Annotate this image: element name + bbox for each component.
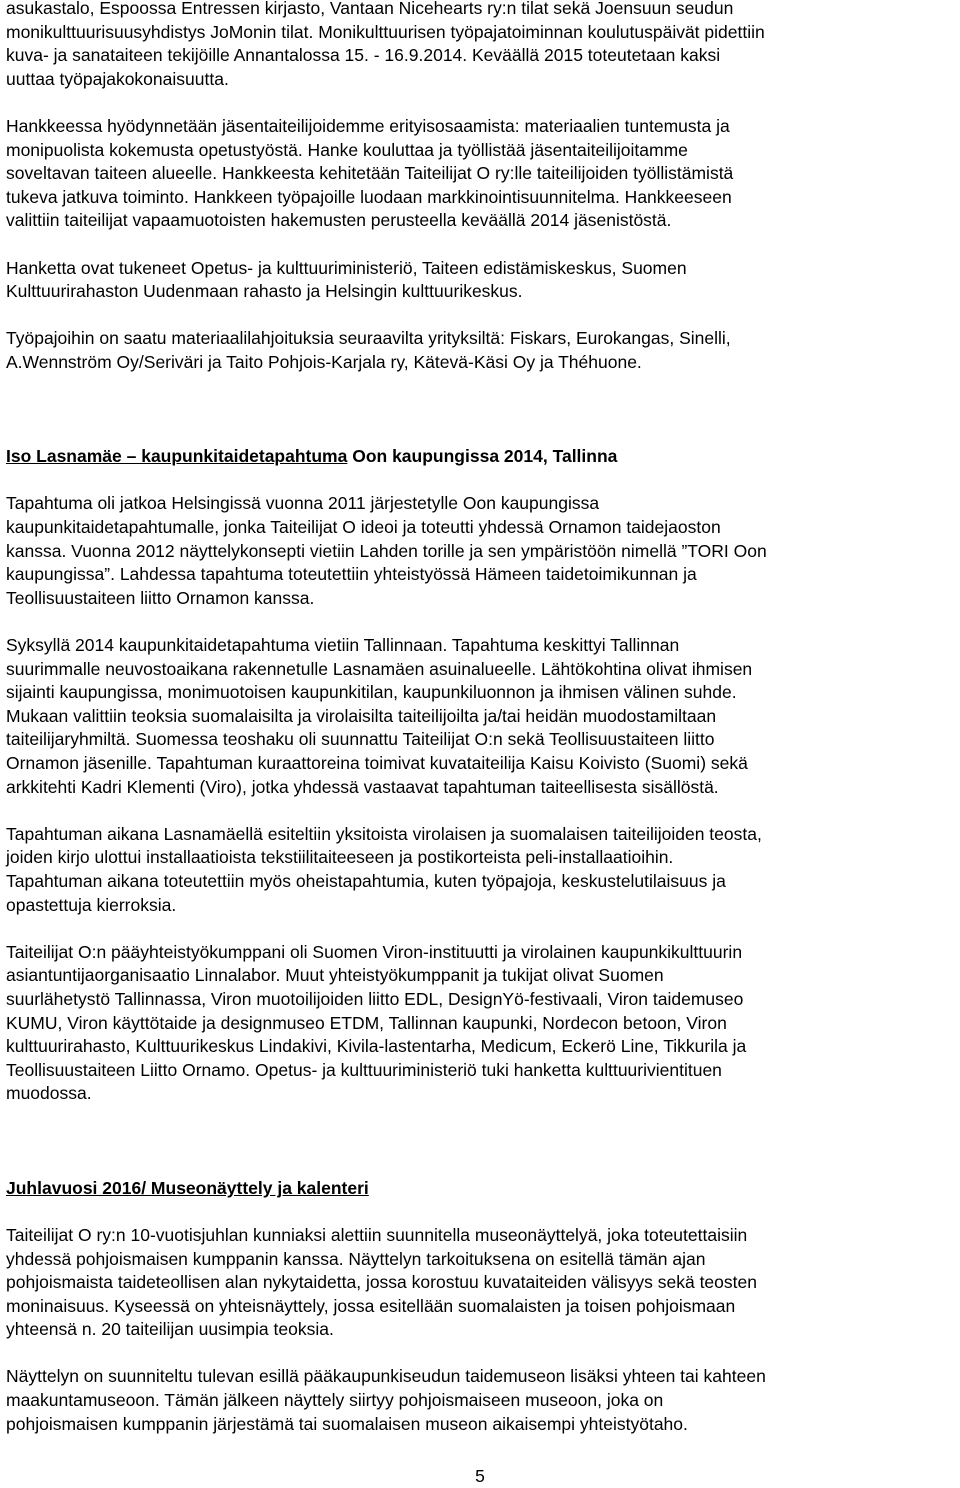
intro-paragraph-1: asukastalo, Espoossa Entressen kirjasto, Vantaan Nicehearts ry:n tilat sekä Joensuun seudun monikulttuurisuusyhdistys JoMonin tilat. Monikulttuurisen työpajatoiminnan koulutuspäivät pidettiin kuva- ja sanataiteen tekijöille Annantalossa 15. - 16.9.2014. Keväällä 2015 toteutetaan kaksi uuttaa työpajakokonaisuutta. <box>6 0 765 89</box>
lasnamae-paragraph-4: Taiteilijat O:n pääyhteistyökumppani oli Suomen Viron-instituutti ja virolainen kaupunkikulttuurin asiantuntijaorganisaatio Linnalabor. Muut yhteistyökumppanit ja tukijat olivat Suomen suurlähetystö Tallinnassa, Viron muotoilijoiden liitto EDL, DesignYö-festivaali, Viron taidemuseo KUMU, Viron käyttötaide ja designmuseo ETDM, Tallinnan kaupunki, Nordecon betoon, Viron kulttuurirahasto, Kulttuurikeskus Lindakivi, Kivila-lastentarha, Medicum, Eckerö Line, Tikkurila ja Teollisuustaiteen Liitto Ornamo. Opetus- ja kulttuuriministeriö tuki hanketta kulttuurivientituen muodossa. <box>6 941 747 1104</box>
juhlavuosi-paragraph-2: Näyttelyn on suunniteltu tulevan esillä pääkaupunkiseudun taidemuseon lisäksi yhteen tai kahteen maakuntamuseoon. Tämän jälkeen näyttely siirtyy pohjoismaiseen museoon, joka on pohjoismaisen kumppanin järjestämä tai suomalaisen museon aikaisempi yhteistyötaho. <box>6 1366 766 1434</box>
juhlavuosi-paragraph-1: Taiteilijat O ry:n 10-vuotisjuhlan kunniaksi alettiin suunnitella museonäyttelyä, joka toteutettaisiin yhdessä pohjoismaisen kumppanin kanssa. Näyttelyn tarkoituksena on esitellä tämän ajan pohjoismaista taideteollisen alan nykytaidetta, jossa korostuu kuvataiteiden välisyys sekä teosten moninaisuus. Kyseessä on yhteisnäyttely, jossa esitellään suomalaisten ja toisen pohjoismaan yhteensä n. 20 taiteilijan uusimpia teoksia. <box>6 1224 757 1340</box>
lasnamae-paragraph-3: Tapahtuman aikana Lasnamäellä esiteltiin yksitoista virolaisen ja suomalaisen taiteilijoiden teosta, joiden kirjo ulottui installaatioista tekstiilitaiteeseen ja postikorteista peli-installaatioihin. Tapahtuman aikana toteutettiin myös oheistapahtumia, kuten työpajoja, keskustelutilaisuus ja opastettuja kierroksia. <box>6 823 762 915</box>
lasnamae-paragraph-2: Syksyllä 2014 kaupunkitaidetapahtuma vietiin Tallinnaan. Tapahtuma keskittyi Tallinnan suurimmalle neuvostoaikana rakennetulle Lasnamäen asuinalueelle. Lähtökohtina olivat ihmisen sijainti kaupungissa, monimuotoisen kaupunkitilan, kaupunkiluonnon ja ihmisen välinen suhde. Mukaan valittiin teoksia suomalaisilta ja virolaisilta taiteilijoilta ja/tai heidän muodostamiltaan taiteilijaryhmiltä. Suomessa teoshaku oli suunnattu Taiteilijat O:n sekä Teollisuustaiteen liitto Ornamon jäsenille. Tapahtuman kuraattoreina toimivat kuvataiteilija Kaisu Koivisto (Suomi) sekä arkkitehti Kadri Klementi (Viro), jotka yhdessä vastaavat tapahtuman taiteellisesta sisällöstä. <box>6 635 753 797</box>
section-heading-juhlavuosi: Juhlavuosi 2016/ Museonäyttely ja kalenteri <box>6 1177 369 1198</box>
document-page <box>6 0 954 1436</box>
section-heading-lasnamae: Iso Lasnamäe – kaupunkitaidetapahtuma Oon kaupungissa 2014, Tallinna <box>6 446 618 467</box>
intro-paragraph-3: Hanketta ovat tukeneet Opetus- ja kulttuuriministeriö, Taiteen edistämiskeskus, Suomen Kulttuurirahaston Uudenmaan rahasto ja Helsingin kulttuurikeskus. <box>6 257 687 302</box>
lasnamae-paragraph-1: Tapahtuma oli jatkoa Helsingissä vuonna 2011 järjestetylle Oon kaupungissa kaupunkitaidetapahtumalle, jonka Taiteilijat O ideoi ja toteutti yhdessä Ornamon taidejaoston kanssa. Vuonna 2012 näyttelykonsepti vietiin Lahden torille ja sen ympäristöön nimellä ”TORI Oon kaupungissa”. Lahdessa tapahtuma toteutettiin yhteistyössä Hämeen taidetoimikunnan ja Teollisuustaiteen liitto Ornamon kanssa. <box>6 493 767 608</box>
page-number: 5 <box>475 1466 485 1486</box>
intro-paragraph-4: Työpajoihin on saatu materiaalilahjoituksia seuraavilta yrityksiltä: Fiskars, Eurokangas, Sinelli, A.Wennström Oy/Seriväri ja Taito Pohjois-Karjala ry, Kätevä-Käsi Oy ja Théhuone. <box>6 328 731 372</box>
intro-paragraph-2: Hankkeessa hyödynnetään jäsentaiteilijoidemme erityisosaamista: materiaalien tuntemusta ja monipuolista kokemusta opetustyöstä. Hanke kouluttaa ja työllistää jäsentaiteilijoitamme soveltavan taiteen alueelle. Hankkeesta kehitetään Taiteilijat O ry:lle taiteilijoiden työllistämistä tukeva jatkuva toiminto. Hankkeen työpajoille luodaan markkinointisuunnitelma. Hankkeeseen valittiin taiteilijat vapaamuotoisten hakemusten perusteella keväällä 2014 jäsenistöstä. <box>6 115 734 231</box>
